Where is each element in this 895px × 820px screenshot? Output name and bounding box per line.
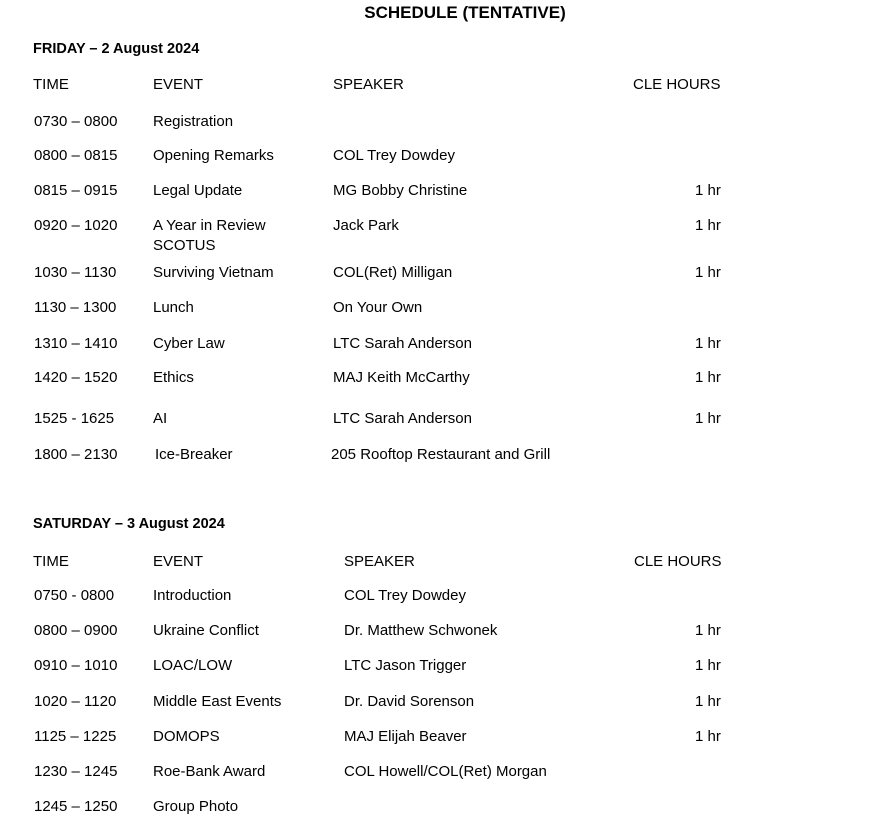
speaker-column-header: SPEAKER	[333, 76, 404, 93]
speaker-cell: MAJ Elijah Beaver	[344, 728, 467, 745]
cle-hours-column-header: CLE HOURS	[633, 76, 721, 93]
schedule-row	[0, 181, 895, 203]
schedule-row	[0, 727, 895, 749]
time-cell: 0800 – 0815	[34, 147, 118, 164]
time-cell: 0920 – 1020	[34, 217, 118, 234]
saturday-heading: SATURDAY – 3 August 2024	[33, 516, 225, 532]
time-cell: 1245 – 1250	[34, 798, 118, 815]
event-cell: AI	[153, 410, 168, 427]
event-cell: Registration	[153, 113, 234, 130]
cle-hours-cell: 1 hr	[695, 657, 721, 674]
speaker-cell: LTC Sarah Anderson	[333, 335, 472, 352]
speaker-cell: COL Trey Dowdey	[344, 587, 466, 604]
speaker-cell: COL(Ret) Milligan	[333, 264, 453, 281]
event-cell: Legal Update	[153, 182, 243, 199]
event-cell: Surviving Vietnam	[153, 264, 274, 281]
schedule-row	[0, 762, 895, 784]
speaker-cell: MG Bobby Christine	[333, 182, 468, 199]
schedule-row	[0, 334, 895, 356]
schedule-row	[0, 621, 895, 643]
speaker-cell: LTC Sarah Anderson	[333, 410, 472, 427]
cle-hours-cell: 1 hr	[695, 369, 721, 386]
time-cell: 0800 – 0900	[34, 622, 118, 639]
event-line-1: A Year in Review	[153, 217, 266, 234]
cle-hours-cell: 1 hr	[695, 693, 721, 710]
time-cell: 0910 – 1010	[34, 657, 118, 674]
speaker-cell: Jack Park	[333, 217, 399, 234]
time-cell: 0730 – 0800	[34, 113, 118, 130]
time-cell: 1030 – 1130	[34, 264, 117, 281]
cle-hours-cell: 1 hr	[695, 335, 721, 352]
time-cell: 1020 – 1120	[34, 693, 117, 710]
schedule-row	[0, 298, 895, 320]
time-cell: 1125 – 1225	[34, 728, 117, 745]
speaker-cell: LTC Jason Trigger	[344, 657, 467, 674]
event-column-header: EVENT	[153, 76, 204, 93]
event-cell: Cyber Law	[153, 335, 225, 352]
cle-hours-cell: 1 hr	[695, 217, 721, 234]
speaker-cell: 205 Rooftop Restaurant and Grill	[331, 446, 551, 463]
cle-hours-cell: 1 hr	[695, 410, 721, 427]
speaker-cell: COL Howell/COL(Ret) Morgan	[344, 763, 547, 780]
schedule-row	[0, 409, 895, 431]
event-cell: Group Photo	[153, 798, 239, 815]
event-cell: LOAC/LOW	[153, 657, 233, 674]
friday-header-row	[0, 75, 895, 97]
cle-hours-column-header: CLE HOURS	[634, 553, 722, 570]
time-cell: 1800 – 2130	[34, 446, 118, 463]
event-cell: Ethics	[153, 369, 194, 386]
event-cell: Roe-Bank Award	[153, 763, 266, 780]
time-cell: 1310 – 1410	[34, 335, 118, 352]
schedule-row	[0, 797, 895, 819]
cle-hours-cell: 1 hr	[695, 264, 721, 281]
schedule-row	[0, 263, 895, 285]
event-cell: Ukraine Conflict	[153, 622, 259, 639]
schedule-row	[0, 586, 895, 608]
event-cell: Lunch	[153, 299, 194, 316]
speaker-cell: Dr. Matthew Schwonek	[344, 622, 498, 639]
schedule-row	[0, 692, 895, 714]
page-title: SCHEDULE (TENTATIVE)	[364, 3, 566, 22]
schedule-row	[0, 445, 895, 467]
cle-hours-cell: 1 hr	[695, 728, 721, 745]
event-column-header: EVENT	[153, 553, 204, 570]
event-cell: Middle East Events	[153, 693, 282, 710]
event-cell: Introduction	[153, 587, 232, 604]
speaker-cell: On Your Own	[333, 299, 423, 316]
event-cell: Opening Remarks	[153, 147, 274, 164]
cle-hours-cell: 1 hr	[695, 622, 721, 639]
event-cell	[153, 216, 266, 256]
event-line-2: SCOTUS	[153, 237, 216, 254]
time-column-header: TIME	[33, 553, 69, 570]
time-cell: 1130 – 1300	[34, 299, 117, 316]
event-cell: Ice-Breaker	[155, 446, 233, 463]
time-cell: 1420 – 1520	[34, 369, 118, 386]
schedule-row	[0, 656, 895, 678]
friday-heading: FRIDAY – 2 August 2024	[33, 41, 200, 57]
schedule-row	[0, 368, 895, 390]
speaker-cell: COL Trey Dowdey	[333, 147, 455, 164]
schedule-row	[0, 146, 895, 168]
time-cell: 0815 – 0915	[34, 182, 118, 199]
event-cell: DOMOPS	[153, 728, 220, 745]
speaker-cell: MAJ Keith McCarthy	[333, 369, 470, 386]
time-cell: 0750 - 0800	[34, 587, 115, 604]
schedule-row	[0, 216, 895, 260]
speaker-cell: Dr. David Sorenson	[344, 693, 475, 710]
saturday-header-row	[0, 552, 895, 574]
time-cell: 1525 - 1625	[34, 410, 115, 427]
cle-hours-cell: 1 hr	[695, 182, 721, 199]
time-cell: 1230 – 1245	[34, 763, 118, 780]
time-column-header: TIME	[33, 76, 69, 93]
schedule-row	[0, 112, 895, 134]
speaker-column-header: SPEAKER	[344, 553, 415, 570]
